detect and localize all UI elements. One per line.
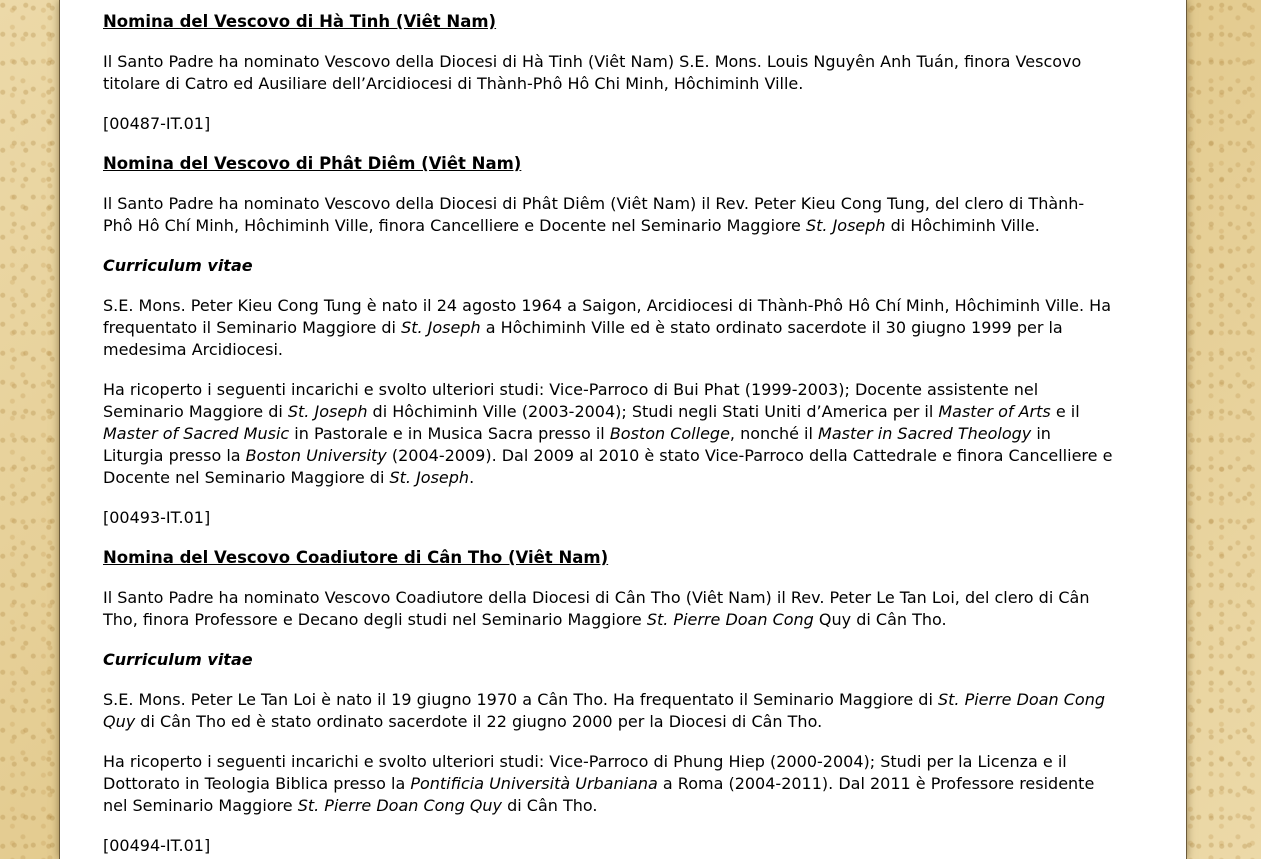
article-paragraph: Ha ricoperto i seguenti incarichi e svolto ulteriori studi: Vice-Parroco di Bui Phat (1999-2003); Docente assistente nel Seminario Maggiore di St. Joseph di Hôchiminh Ville (2003-2004); Studi negli Stati Uniti d’America per il Master of Arts e il Master of Sacred Music in Pastorale e in Musica Sacra presso il Boston College, nonché il Master in Sacred Theology in Liturgia presso la Boston University (2004-2009). Dal 2009 al 2010 è stato Vice-Parroco della Cattedrale e finora Cancelliere e Docente nel Seminario Maggiore di St. Joseph. <box>103 380 1113 487</box>
article-paragraph: Il Santo Padre ha nominato Vescovo della Diocesi di Hà Tinh (Viêt Nam) S.E. Mons. Louis Nguyên Anh Tuán, finora Vescovo titolare di Catro ed Ausiliare dell’Arcidiocesi di Thành-Phô Hô Chi Minh, Hôchiminh Ville. <box>103 52 1082 93</box>
article-title: Nomina del Vescovo di Phât Diêm (Viêt Nam) <box>103 154 522 173</box>
article-paragraph: S.E. Mons. Peter Le Tan Loi è nato il 19 giugno 1970 a Cân Tho. Ha frequentato il Seminario Maggiore di St. Pierre Doan Cong Quy di Cân Tho ed è stato ordinato sacerdote il 22 giugno 2000 per la Diocesi di Cân Tho. <box>103 690 1106 731</box>
article-reference: [00487-IT.01] <box>103 114 211 133</box>
article-paragraph: Ha ricoperto i seguenti incarichi e svolto ulteriori studi: Vice-Parroco di Phung Hiep (2000-2004); Studi per la Licenza e il Dottorato in Teologia Biblica presso la Pontificia Università Urbaniana a Roma (2004-2011). Dal 2011 è Professore residente nel Seminario Maggiore St. Pierre Doan Cong Quy di Cân Tho. <box>103 752 1095 815</box>
document-content <box>103 11 1113 859</box>
curriculum-heading: Curriculum vitae <box>103 256 253 275</box>
article-reference: [00493-IT.01] <box>103 508 211 527</box>
article-title: Nomina del Vescovo di Hà Tinh (Viêt Nam) <box>103 12 497 31</box>
article-paragraph: Il Santo Padre ha nominato Vescovo Coadiutore della Diocesi di Cân Tho (Viêt Nam) il Rev. Peter Le Tan Loi, del clero di Cân Tho, finora Professore e Decano degli studi nel Seminario Maggiore St. Pierre Doan Cong Quy di Cân Tho. <box>103 588 1090 629</box>
article-paragraph: S.E. Mons. Peter Kieu Cong Tung è nato il 24 agosto 1964 a Saigon, Arcidiocesi di Thành-Phô Hô Chí Minh, Hôchiminh Ville. Ha frequentato il Seminario Maggiore di St. Joseph a Hôchiminh Ville ed è stato ordinato sacerdote il 30 giugno 1999 per la medesima Arcidiocesi. <box>103 296 1111 359</box>
article-reference: [00494-IT.01] <box>103 836 211 855</box>
article-title: Nomina del Vescovo Coadiutore di Cân Tho (Viêt Nam) <box>103 548 609 567</box>
article-paragraph: Il Santo Padre ha nominato Vescovo della Diocesi di Phât Diêm (Viêt Nam) il Rev. Peter Kieu Cong Tung, del clero di Thành-Phô Hô Chí Minh, Hôchiminh Ville, finora Cancelliere e Docente nel Seminario Maggiore St. Joseph di Hôchiminh Ville. <box>103 194 1085 235</box>
document-page <box>59 0 1187 859</box>
curriculum-heading: Curriculum vitae <box>103 650 253 669</box>
